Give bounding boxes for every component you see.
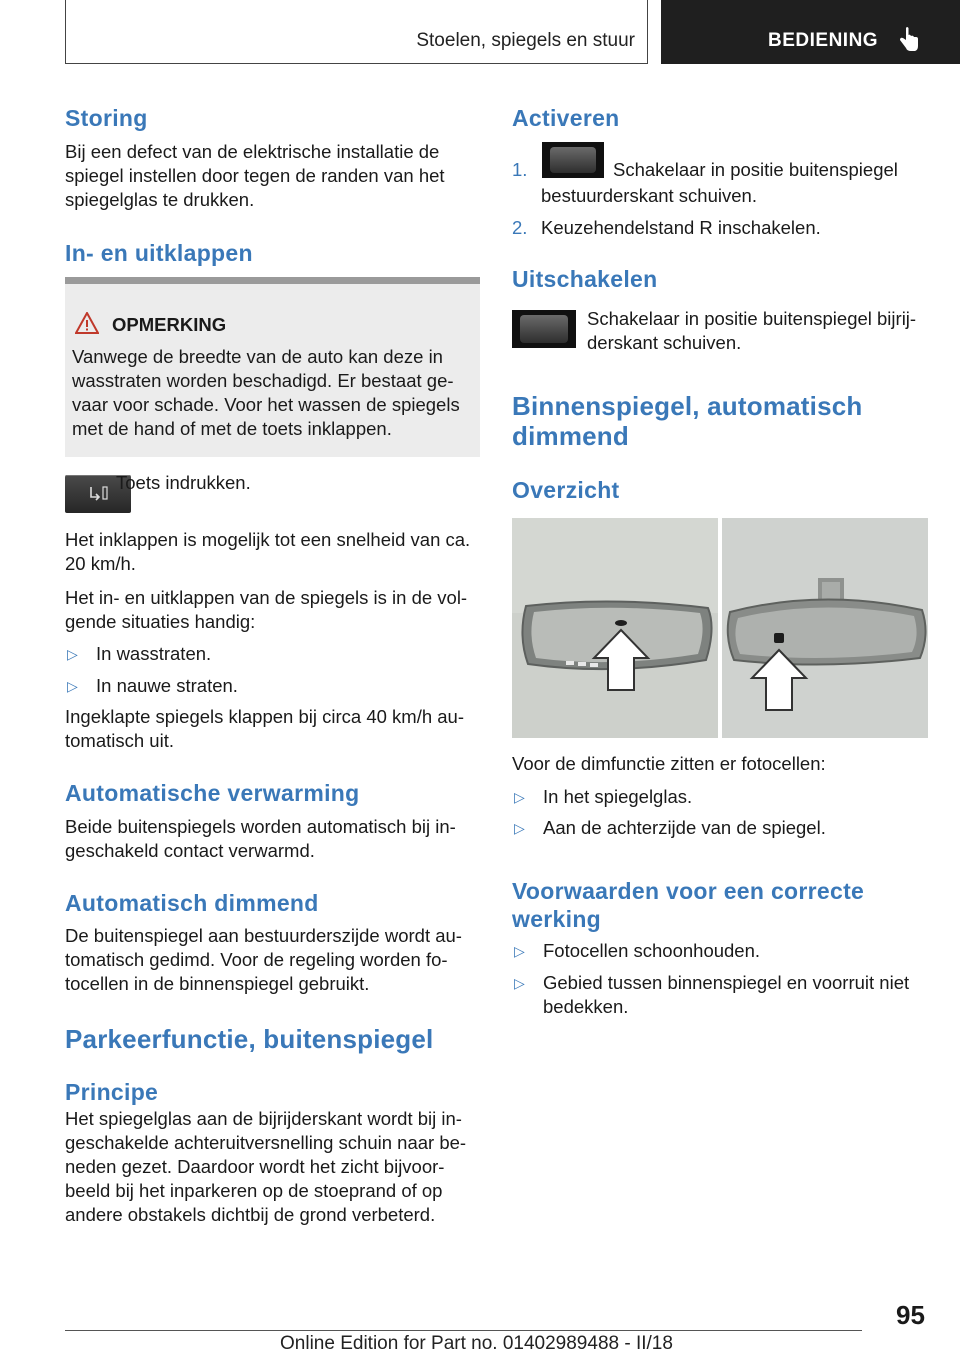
press-button-text: Toets indrukken. xyxy=(116,472,251,493)
overview-heading: Overzicht xyxy=(512,477,620,503)
footer-divider xyxy=(65,1330,862,1331)
storing-heading: Storing xyxy=(65,105,148,131)
situations-paragraph: Het in- en uitklappen van de spiegels is in de vol- gende situaties handig: xyxy=(65,587,468,632)
header-section-title: Stoelen, spiegels en stuur xyxy=(416,30,635,51)
dimming-paragraph: De buitenspiegel aan bestuurderszijde wordt au- tomatisch gedimd. Voor de regeling worden fo- tocellen in de binnenspiegel gebruikt. xyxy=(65,925,462,994)
warning-note xyxy=(65,277,480,457)
deactivate-paragraph: Schakelaar in positie buitenspiegel bijrij- derskant schuiven. xyxy=(587,308,917,353)
auto-unfold-paragraph: Ingeklapte spiegels klappen bij circa 40 km/h au- tomatisch uit. xyxy=(65,706,465,751)
principle-paragraph: Het spiegelglas aan de bijrijderskant wordt bij in- geschakelde achteruitversnelling schuin naar be- neden gezet. Daardoor wordt het zicht bijvoor- beeld bij het inparkeren op de stoeprand of op andere obstakels dichtbij de grond verbeterd. xyxy=(65,1108,467,1225)
warning-triangle-icon xyxy=(75,312,99,334)
list-item: ▷ In het spiegelglas. xyxy=(514,786,693,807)
activate-heading: Activeren xyxy=(512,105,620,131)
header-chapter-title: BEDIENING xyxy=(768,30,879,51)
conditions-heading: Voorwaarden voor een correcte werking xyxy=(512,878,865,932)
list-item: ▷ Gebied tussen binnenspiegel en voorruit niet bedekken. xyxy=(514,972,910,1017)
triangle-bullet-icon: ▷ xyxy=(514,789,525,805)
list-item: ▷ Aan de achterzijde van de spiegel. xyxy=(514,817,826,838)
note-title: OPMERKING xyxy=(112,314,227,335)
triangle-bullet-icon: ▷ xyxy=(514,975,525,991)
deactivate-heading: Uitschakelen xyxy=(512,266,658,292)
heating-heading: Automatische verwarming xyxy=(65,780,360,806)
footer-edition: Online Edition for Part no. 01402989488 - II/18 xyxy=(280,1333,673,1354)
mirror-switch-icon xyxy=(512,310,576,348)
triangle-bullet-icon: ▷ xyxy=(67,678,78,694)
list-item: 1. Schakelaar in positie buitenspiegel bestuurderskant schuiven. xyxy=(512,158,932,208)
principle-heading: Principe xyxy=(65,1079,159,1105)
dimming-heading: Automatisch dimmend xyxy=(65,890,319,916)
mirror-heading: Binnenspiegel, automatisch dimmend xyxy=(512,391,863,451)
heating-paragraph: Beide buitenspiegels worden automatisch bij in- geschakeld contact verwarmd. xyxy=(65,816,456,861)
list-item: 2. Keuzehendelstand R inschakelen. xyxy=(512,217,821,238)
mirror-back-photo xyxy=(722,518,928,738)
note-text: Vanwege de breedte van de auto kan deze in wasstraten worden beschadigd. Er bestaat ge- vaar voor schade. Voor het wassen de spiegels met de hand of met de toets inklappen. xyxy=(72,346,460,439)
parking-heading: Parkeerfunctie, buitenspiegel xyxy=(65,1024,434,1054)
triangle-bullet-icon: ▷ xyxy=(514,943,525,959)
mirror-front-photo xyxy=(512,518,718,738)
speed-paragraph: Het inklappen is mogelijk tot een snelheid van ca. 20 km/h. xyxy=(65,529,471,574)
page-number: 95 xyxy=(896,1300,925,1330)
storing-paragraph: Bij een defect van de elektrische installatie de spiegel instellen door tegen de randen van het spiegelglas te drukken. xyxy=(65,141,445,210)
list-item: ▷ In wasstraten. xyxy=(67,643,212,664)
fold-heading: In- en uitklappen xyxy=(65,240,253,266)
mirror-switch-icon xyxy=(542,142,604,178)
photocell-intro: Voor de dimfunctie zitten er fotocellen: xyxy=(512,753,826,774)
list-item: ▷ In nauwe straten. xyxy=(67,675,238,696)
list-item: ▷ Fotocellen schoonhouden. xyxy=(514,940,761,961)
triangle-bullet-icon: ▷ xyxy=(514,820,525,836)
triangle-bullet-icon: ▷ xyxy=(67,646,78,662)
